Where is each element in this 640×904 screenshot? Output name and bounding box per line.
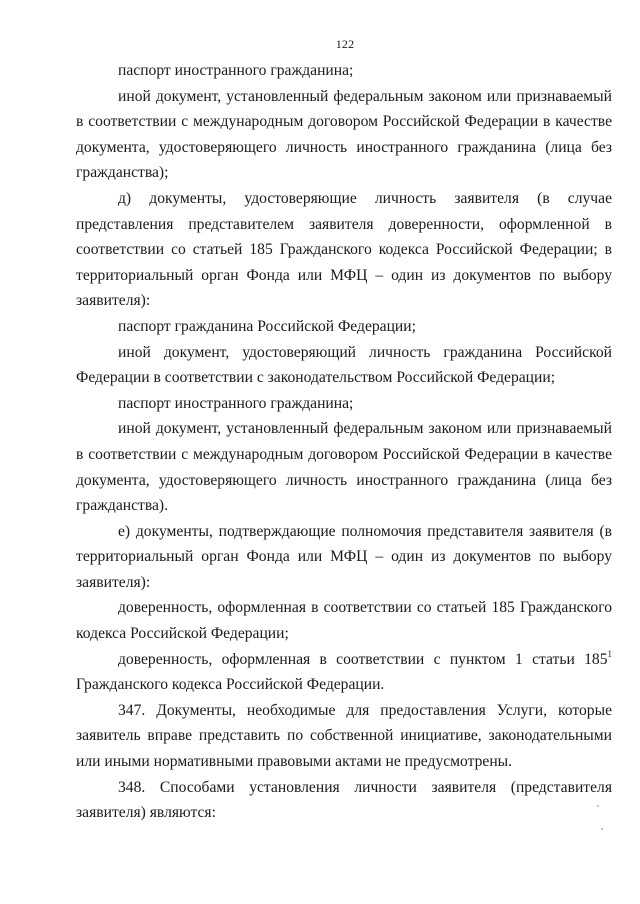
- paragraph: е) документы, подтверждающие полномочия представителя заявителя (в территориальный орган Фонда или МФЦ – один из документов по выбору заявителя):: [76, 522, 612, 591]
- paragraph-text: доверенность, оформленная в соответствии с пунктом 1 статьи 185: [118, 650, 608, 668]
- scan-speck: [597, 805, 599, 807]
- paragraph: иной документ, установленный федеральным законом или признаваемый в соответствии с международным договором Российской Федерации в качестве документа, удостоверяющего личность иностранного гражданина (лица без гражданства);: [76, 87, 612, 182]
- paragraph-text: Гражданского кодекса Российской Федерации.: [76, 676, 385, 694]
- scan-speck: [601, 828, 603, 830]
- paragraph: доверенность, оформленная в соответствии со статьей 185 Гражданского кодекса Российской Федерации;: [76, 599, 612, 643]
- paragraph-348: 348. Способами установления личности заявителя (представителя заявителя) являются:: [76, 778, 612, 822]
- document-body: [76, 58, 612, 826]
- paragraph: иной документ, установленный федеральным законом или признаваемый в соответствии с международным договором Российской Федерации в качестве документа, удостоверяющего личность иностранного гражданина (лица без гражданства).: [76, 420, 612, 515]
- paragraph: паспорт иностранного гражданина;: [118, 62, 354, 79]
- paragraph: д) документы, удостоверяющие личность заявителя (в случае представления представителем заявителя доверенности, оформленной в соответствии со статьей 185 Гражданского кодекса Российской Федерации; в территориальный орган Фонда или МФЦ – один из документов по выбору заявителя):: [76, 189, 612, 310]
- paragraph: паспорт гражданина Российской Федерации;: [118, 317, 416, 335]
- paragraph-347: 347. Документы, необходимые для предоставления Услуги, которые заявитель вправе представить по собственной инициативе, законодательными или иными нормативными правовыми актами не предусмотрены.: [76, 701, 612, 771]
- paragraph-article-185-1: [76, 647, 612, 698]
- paragraph: иной документ, удостоверяющий личность гражданина Российской Федерации в соответствии с законодательством Российской Федерации;: [76, 343, 612, 387]
- paragraph: паспорт иностранного гражданина;: [118, 394, 354, 412]
- page-number: 122: [335, 37, 355, 51]
- superscript-1: 1: [607, 648, 612, 659]
